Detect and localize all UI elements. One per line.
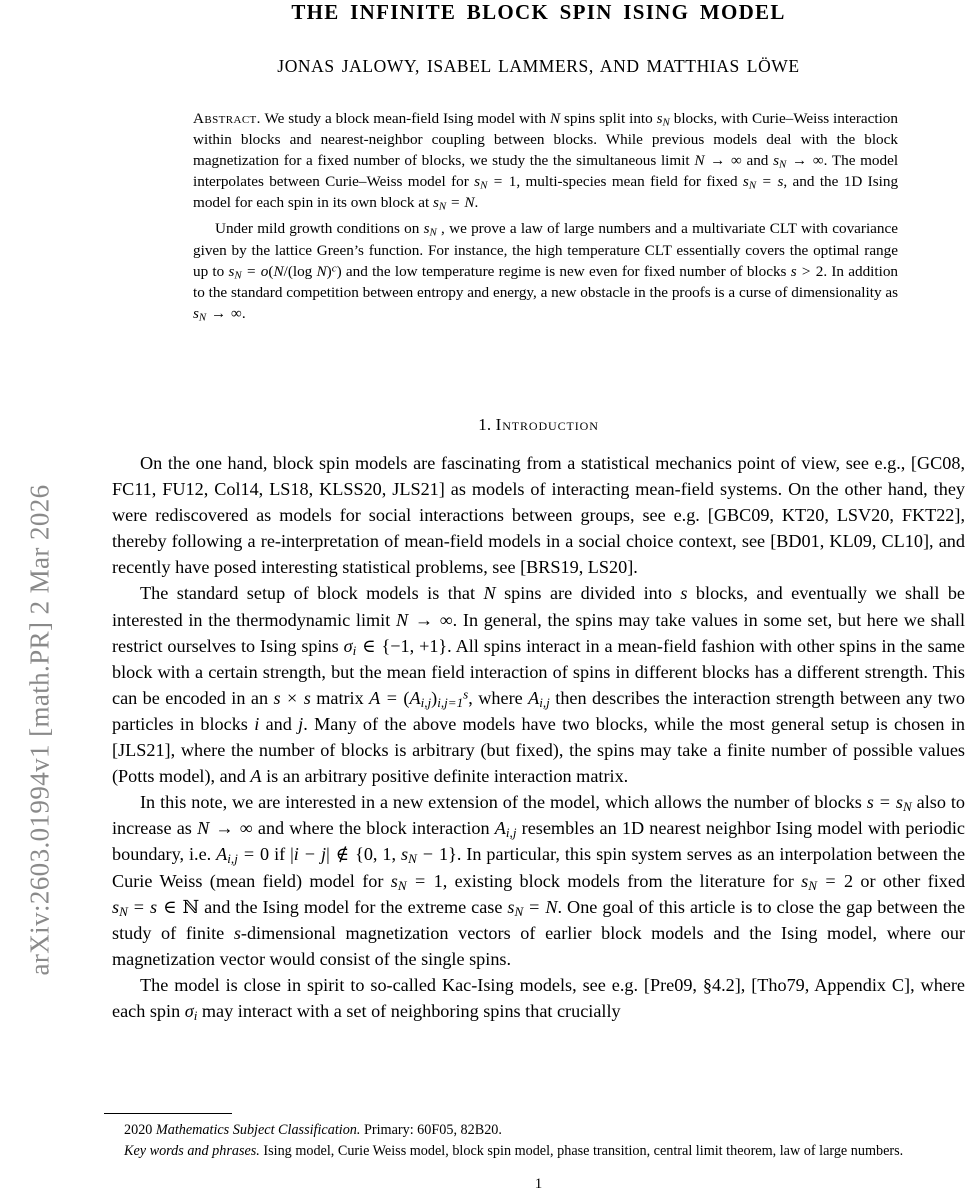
abstract-label: Abstract. bbox=[193, 110, 261, 127]
body-paragraph-1: On the one hand, block spin models are fascinating from a statistical mechanics point of view, see e.g., [GC08, FC11, FU12, Col14, LS18, KLSS20, JLS21] as models of interacting mean-field systems. On the other hand, they were rediscovered as models for social interactions between groups, see e.g. [GBC09, KT20, LSV20, FKT22], thereby following a re-interpretation of mean-field models in a social choice context, see [BD01, KL09, CL10], and recently have posed interesting statistical problems, see [BRS19, LS20]. bbox=[112, 453, 965, 578]
footnote-block bbox=[104, 1120, 965, 1162]
author-list: JONAS JALOWY, ISABEL LAMMERS, AND MATTHIAS LÖWE bbox=[277, 56, 800, 76]
abstract-paragraph-1: Abstract. We study a block mean-field Ising model with N spins split into $s_N$ blocks, with Curie–Weiss interaction within blocks and nearest-neighbor coupling between blocks. While previous models deal with the block magnetization for a fixed number of blocks, we study the the simultaneous limit N → ∞ and $s_N$ → ∞. The model interpolates between Curie–Weiss model for $s_N = 1$, multi-species mean field for fixed $s_N = s$, and the 1D Ising model for each spin in its own block at $s_N = N$. bbox=[193, 110, 899, 213]
abstract-block bbox=[193, 108, 898, 324]
page-number: 1 bbox=[534, 1176, 543, 1192]
section-name: Introduction bbox=[495, 415, 599, 434]
footnote-keywords-label: Key words and phrases. bbox=[124, 1143, 260, 1160]
footnote-msc bbox=[104, 1120, 965, 1140]
footnote-keywords-value: Ising model, Curie Weiss model, block spin model, phase transition, central limit theorem, law of large numbers. bbox=[263, 1143, 904, 1160]
section-number: 1. bbox=[478, 415, 492, 434]
footnote-msc-label: Mathematics Subject Classification. bbox=[155, 1122, 361, 1138]
footnote-msc-year: 2020 bbox=[124, 1122, 153, 1138]
body-paragraph-3: In this note, we are interested in a new extension of the model, which allows the number of blocks $s = s_N$ also to increase as N → ∞ and where the block interaction $A_{i,j}$ resembles an 1D nearest neighbor Ising model with periodic boundary, i.e. $A_{i,j} = 0$ if |i − j| ∉ {0, 1, $s_N - 1$}. In particular, this spin system serves as an interpolation between the Curie Weiss (mean field) model for $s_N = 1$, existing block models from the literature for $s_N = 2$ or other fixed $s_N = s$ ∈ ℕ and the Ising model for the extreme case $s_N = N$. One goal of this article is to close the gap between the study of finite s-dimensional magnetization vectors of earlier block models and the Ising model, where our magnetization vector would consist of the single spins. bbox=[112, 792, 966, 969]
arxiv-stamp-text: arXiv:2603.01994v1 [math.PR] 2 Mar 2026 bbox=[24, 484, 55, 976]
abstract-paragraph-2: Under mild growth conditions on $s_N$ , we prove a law of large numbers and a multivariate CLT with covariance given by the lattice Green’s function. For instance, the high temperature CLT essentially covers the optimal range up to $s_N = o(N/(\log$ N)$^c$) and the low temperature regime is new even for fixed number of blocks s > 2. In addition to the standard competition between entropy and energy, a new obstacle in the proofs is a curse of dimensionality as $s_N$ → ∞. bbox=[193, 220, 899, 324]
body-text bbox=[112, 450, 965, 1024]
section-heading bbox=[112, 415, 965, 435]
body-paragraph-4: The model is close in spirit to so-called Kac-Ising models, see e.g. [Pre09, §4.2], [Tho79, Appendix C], where each spin $\sigma_i$ may interact with a set of neighboring spins that crucially bbox=[112, 974, 965, 1023]
footnote-msc-value: Primary: 60F05, 82B20. bbox=[363, 1122, 502, 1138]
page-title: THE INFINITE BLOCK SPIN ISING MODEL bbox=[291, 0, 786, 24]
body-paragraph-2: The standard setup of block models is that N spins are divided into s blocks, and eventually we shall be interested in the thermodynamic limit N → ∞. In general, the spins may take values in some set, but here we shall restrict ourselves to Ising spins $\sigma_i$ ∈ {−1, +1}. All spins interact in a mean-field fashion with other spins in the same block with a certain strength, but the mean field interaction of spins in different blocks has a different strength. This can be encoded in an s × s matrix $A = (A_{i,j})_{i,j=1}^s$, where $A_{i,j}$ then describes the interaction strength between any two particles in blocks i and j. Many of the above models have two blocks, while the most general setup is chosen in [JLS21], where the number of blocks is arbitrary (but fixed), the spins may take a finite number of possible values (Potts model), and A is an arbitrary positive definite interaction matrix. bbox=[112, 583, 966, 787]
footnote-keywords bbox=[104, 1141, 965, 1161]
footnote-rule bbox=[104, 1113, 232, 1114]
